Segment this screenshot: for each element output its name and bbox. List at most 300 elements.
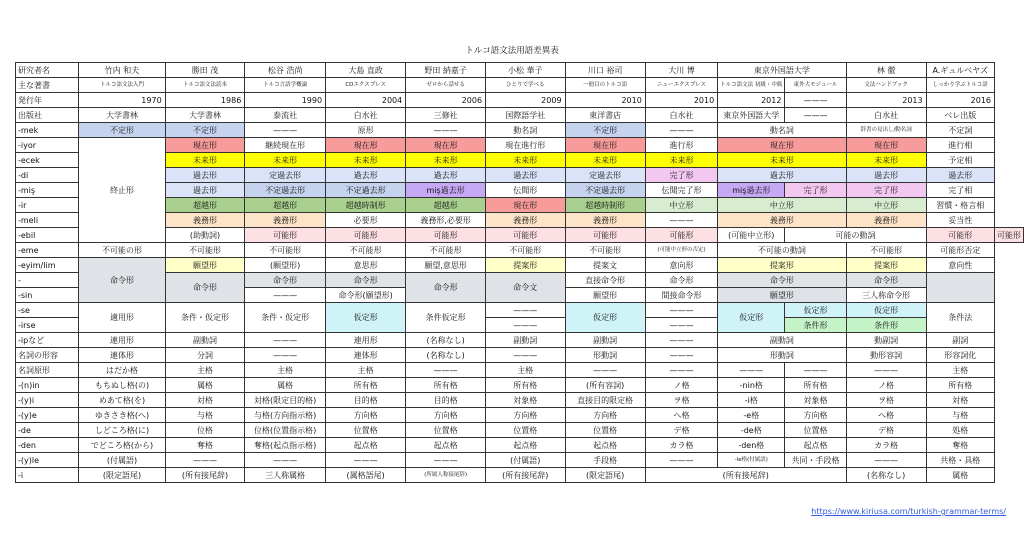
cell: ———	[846, 363, 926, 378]
cell: 義務形	[245, 213, 326, 228]
cell: 義務形	[718, 213, 847, 228]
cell: 文法ハンドブック	[846, 78, 926, 93]
cell: 命令形(願望形)	[326, 288, 406, 303]
cell: (助動詞)	[165, 228, 245, 243]
cell: 妥当性	[926, 213, 994, 228]
cell: 仮定形	[846, 303, 926, 318]
cell: 不可能形	[245, 243, 326, 258]
cell: 願望形	[565, 288, 645, 303]
cell: 三人称属格	[245, 468, 326, 483]
cell: 条件形	[846, 318, 926, 333]
cell: 手段格	[565, 453, 645, 468]
cell: miş過去形	[718, 183, 785, 198]
cell: ———	[645, 453, 717, 468]
cell: 対象格	[486, 393, 565, 408]
cell: (付属語)	[79, 453, 165, 468]
cell-shushi: 終止形	[79, 138, 165, 243]
cell: 不可能形	[846, 243, 926, 258]
cell: 方向格	[785, 408, 846, 423]
cell: ———	[486, 318, 565, 333]
cell: ゼロから話せる	[406, 78, 486, 93]
cell: 2016	[926, 93, 994, 108]
row-mek	[16, 123, 1024, 138]
cell: 義務形	[165, 213, 245, 228]
row-header: -miş	[16, 183, 79, 198]
cell: 仮定形	[718, 303, 785, 333]
cell: 松谷 浩尚	[245, 63, 326, 78]
cell: 願望,意思形	[406, 258, 486, 273]
cell: ヲ格	[645, 393, 717, 408]
row-publisher	[16, 108, 1024, 123]
cell: 野田 納嘉子	[406, 63, 486, 78]
cell: 義務形	[486, 213, 565, 228]
cell: 完了形	[645, 168, 717, 183]
cell: 目的格	[326, 393, 406, 408]
cell: 命令形	[406, 273, 486, 303]
cell: 起点格	[486, 438, 565, 453]
cell: 直接目的限定格	[565, 393, 645, 408]
row-book	[16, 78, 1024, 93]
cell: 辞書の見出し/動名詞	[846, 123, 926, 138]
cell: でどころ格(から)	[79, 438, 165, 453]
cell: 形容詞化	[926, 348, 994, 363]
cell: 位置格	[565, 423, 645, 438]
cell: しどころ格(に)	[79, 423, 165, 438]
cell: 勝田 茂	[165, 63, 245, 78]
cell: 適用形	[79, 303, 165, 333]
cell: 可能の動詞	[785, 228, 926, 243]
cell: CDエクスプレス	[326, 78, 406, 93]
cell: 白水社	[645, 108, 717, 123]
cell: 三修社	[406, 108, 486, 123]
row-header: -(y)i	[16, 393, 79, 408]
cell: 主格	[326, 363, 406, 378]
row-ye	[16, 408, 1024, 423]
row-meli	[16, 213, 1024, 228]
cell: 与格	[165, 408, 245, 423]
cell: 共同・手段格	[785, 453, 846, 468]
cell: ———	[326, 453, 406, 468]
cell: ———	[645, 348, 717, 363]
row-header: -ipなど	[16, 333, 79, 348]
cell: トルコ語文法読本	[165, 78, 245, 93]
cell: 条件形	[785, 318, 846, 333]
cell: 義務形,必要形	[406, 213, 486, 228]
cell: へ格	[846, 408, 926, 423]
cell: 提案形	[718, 258, 847, 273]
cell: 大島 直政	[326, 63, 406, 78]
cell: しっかり学ぶトルコ語	[926, 78, 994, 93]
cell: 位置格	[785, 423, 846, 438]
cell: 動名詞	[486, 123, 565, 138]
cell: 可能形	[245, 228, 326, 243]
cell: 不定詞	[926, 123, 994, 138]
cell: ———	[245, 333, 326, 348]
table-title: トルコ語文法用語差異表	[465, 46, 559, 56]
row-header: 主な著書	[16, 78, 79, 93]
cell: 未来形	[406, 153, 486, 168]
cell: 主格	[165, 363, 245, 378]
cell: 願望形	[718, 288, 847, 303]
cell: ———	[785, 93, 846, 108]
cell: 副動詞	[165, 333, 245, 348]
cell: カラ格	[846, 438, 926, 453]
cell: 2013	[846, 93, 926, 108]
row-year	[16, 93, 1024, 108]
cell: ———	[718, 363, 785, 378]
cell: 命令形	[718, 273, 847, 288]
cell: ひとりで学べる	[486, 78, 565, 93]
cell: ———	[645, 363, 717, 378]
cell: 直接命令形	[565, 273, 645, 288]
cell: 共格・具格	[926, 453, 994, 468]
row-researcher	[16, 63, 1024, 78]
cell: 可能形	[565, 228, 645, 243]
row-header: -(n)in	[16, 378, 79, 393]
cell: 分詞	[165, 348, 245, 363]
cell: 属格	[926, 468, 994, 483]
cell: 属格	[165, 378, 245, 393]
cell: ———	[645, 303, 717, 318]
cell: -e格	[718, 408, 785, 423]
cell: 定過去形	[245, 168, 326, 183]
cell: 動形容詞	[846, 348, 926, 363]
cell: (所有接尾辞)	[165, 468, 245, 483]
cell: 条件法	[926, 303, 994, 333]
cell: 小松 華子	[486, 63, 565, 78]
cell: 進行形	[645, 138, 717, 153]
cell: 奪格(起点指示格)	[245, 438, 326, 453]
cell: 2010	[645, 93, 717, 108]
cell: 未来形	[486, 153, 565, 168]
cell: 間接命令形	[645, 288, 717, 303]
cell: -nin格	[718, 378, 785, 393]
cell: ノ格	[846, 378, 926, 393]
cell: ———	[486, 303, 565, 318]
cell: 必要形	[326, 213, 406, 228]
row-header: 名詞の形容	[16, 348, 79, 363]
cell: 過去形	[486, 168, 565, 183]
cell: 方向格	[486, 408, 565, 423]
cell: 不可能の動詞	[718, 243, 847, 258]
row-eyim	[16, 258, 1024, 273]
cell: 竹内 和夫	[79, 63, 165, 78]
cell: 可能形	[406, 228, 486, 243]
cell: 川口 裕司	[565, 63, 645, 78]
cell: 過去形	[846, 168, 926, 183]
cell: 1970	[79, 93, 165, 108]
row-header: -eyim/lim	[16, 258, 79, 273]
cell: 1986	[165, 93, 245, 108]
cell: ———	[406, 453, 486, 468]
cell: 目的格	[406, 393, 486, 408]
cell: 所有格	[486, 378, 565, 393]
cell: トルコ言語学概論	[245, 78, 326, 93]
cell: 連用形	[79, 333, 165, 348]
cell: 提案文	[565, 258, 645, 273]
cell: 起点格	[326, 438, 406, 453]
cell: 所有格	[406, 378, 486, 393]
cell: 不可能形	[165, 243, 245, 258]
cell: ———	[785, 108, 846, 123]
cell: 完了形	[785, 183, 846, 198]
cell: (付属語)	[486, 453, 565, 468]
cell: 三人称命令形	[846, 288, 926, 303]
row-header: -se	[16, 303, 79, 318]
cell: (名称なし)	[846, 468, 926, 483]
cell: 所有格	[326, 378, 406, 393]
cell: 不定過去形	[565, 183, 645, 198]
row-header: -i	[16, 468, 79, 483]
cell: (可能中立形の否定)	[645, 243, 717, 258]
cell: ———	[245, 288, 326, 303]
cell	[926, 273, 994, 303]
row-header: -di	[16, 168, 79, 183]
cell: 副動詞	[486, 333, 565, 348]
cell: 未来形	[718, 153, 847, 168]
cell: 可能形	[926, 228, 994, 243]
cell: 連体形	[326, 348, 406, 363]
cell: 条件仮定形	[406, 303, 486, 333]
cell: (所有接尾辞)	[486, 468, 565, 483]
cell: ———	[406, 123, 486, 138]
cell: 過去形	[165, 168, 245, 183]
row-ebil	[16, 228, 1024, 243]
cell: 不定過去形	[245, 183, 326, 198]
cell: デ格	[645, 423, 717, 438]
row-header: -den	[16, 438, 79, 453]
cell: 奪格	[165, 438, 245, 453]
row-header: -(y)e	[16, 408, 79, 423]
cell: 位置格	[406, 423, 486, 438]
cell: 連体形	[79, 348, 165, 363]
cell: 不定形	[565, 123, 645, 138]
row-header: -sin	[16, 288, 79, 303]
cell: 一冊目のトルコ語	[565, 78, 645, 93]
cell: 起点格	[785, 438, 846, 453]
cell: 進行相	[926, 138, 994, 153]
row-ir	[16, 198, 1024, 213]
row-header: -(y)le	[16, 453, 79, 468]
cell: 不定形	[79, 123, 165, 138]
cell: 東外大モジュール	[785, 78, 846, 93]
cell: -i格	[718, 393, 785, 408]
cell: (名称なし)	[406, 348, 486, 363]
cell: 願望形	[165, 258, 245, 273]
cell: 過去形	[165, 183, 245, 198]
cell: もちぬし格(の)	[79, 378, 165, 393]
source-link[interactable]: https://www.kiriusa.com/turkish-grammar-terms/	[811, 507, 1006, 516]
cell: 可能形	[995, 228, 1024, 243]
cell: 現在形	[486, 198, 565, 213]
cell: ———	[645, 123, 717, 138]
cell: 2009	[486, 93, 565, 108]
cell: 命令形	[645, 273, 717, 288]
row-nin	[16, 378, 1024, 393]
cell: 予定相	[926, 153, 994, 168]
cell: 主格	[245, 363, 326, 378]
cell: 現在形	[846, 138, 926, 153]
cell: 不可能形	[326, 243, 406, 258]
cell: へ格	[645, 408, 717, 423]
cell: カラ格	[645, 438, 717, 453]
cell: 現在形	[718, 138, 847, 153]
cell: 対象格	[785, 393, 846, 408]
cell: 意向性	[926, 258, 994, 273]
cell: 命令文	[486, 273, 565, 303]
cell: 仮定形	[326, 303, 406, 333]
cell: -le格(付属語)	[718, 453, 785, 468]
row-header: 発行年	[16, 93, 79, 108]
cell: 過去形	[406, 168, 486, 183]
cell: 大学書林	[165, 108, 245, 123]
cell: 過去形	[718, 168, 847, 183]
cell: ヲ格	[846, 393, 926, 408]
cell: 命令形	[165, 273, 245, 303]
row-de	[16, 423, 1024, 438]
grammar-terms-table	[15, 62, 1024, 483]
cell: 位置格	[486, 423, 565, 438]
cell: ———	[565, 363, 645, 378]
cell: 対格	[165, 393, 245, 408]
cell: 命令形	[846, 273, 926, 288]
cell: 国際語学社	[486, 108, 565, 123]
cell: 完了形	[846, 183, 926, 198]
cell: ———	[486, 348, 565, 363]
cell: 現在形	[165, 138, 245, 153]
cell: 大学書林	[79, 108, 165, 123]
row-header: 研究者名	[16, 63, 79, 78]
cell: 所有格	[785, 378, 846, 393]
row-header: -irse	[16, 318, 79, 333]
cell: 起点格	[406, 438, 486, 453]
row-ecek	[16, 153, 1024, 168]
row-header: -	[16, 273, 79, 288]
cell: 東洋書店	[565, 108, 645, 123]
cell: 所有格	[926, 378, 994, 393]
cell: 林 徹	[846, 63, 926, 78]
cell: ———	[406, 363, 486, 378]
cell: 提案形	[846, 258, 926, 273]
cell: 与格(方向指示格)	[245, 408, 326, 423]
cell: 対格	[926, 393, 994, 408]
cell: 未来形	[846, 153, 926, 168]
row-header: -meli	[16, 213, 79, 228]
cell: 義務形	[846, 213, 926, 228]
cell: 不定形	[165, 123, 245, 138]
row-adjform	[16, 348, 1024, 363]
cell: (可能中立形)	[718, 228, 785, 243]
cell: 条件・仮定形	[165, 303, 245, 333]
cell-meirei: 命令形	[79, 258, 165, 303]
row-mis	[16, 183, 1024, 198]
cell: 位格	[165, 423, 245, 438]
cell: 2006	[406, 93, 486, 108]
cell: -den格	[718, 438, 785, 453]
row-header: -ebil	[16, 228, 79, 243]
cell: 現在形	[565, 138, 645, 153]
cell: 泰流社	[245, 108, 326, 123]
cell: ———	[785, 363, 846, 378]
row-di	[16, 168, 1024, 183]
cell: 過去形	[926, 168, 994, 183]
row-header: -eme	[16, 243, 79, 258]
cell: はだか格	[79, 363, 165, 378]
cell: 白水社	[846, 108, 926, 123]
cell: ノ格	[645, 378, 717, 393]
cell: 東京外国語大学	[718, 108, 785, 123]
cell: 過去形	[326, 168, 406, 183]
cell: ———	[245, 123, 326, 138]
cell: (所属人称接尾辞)	[406, 468, 486, 483]
row-se	[16, 303, 1024, 318]
cell: ———	[846, 453, 926, 468]
cell: 対格(限定目的格)	[245, 393, 326, 408]
cell: トルコ語文法 初級・中級	[718, 78, 785, 93]
row-yi	[16, 393, 1024, 408]
cell: ニューエクスプレス	[645, 78, 717, 93]
cell: ———	[245, 348, 326, 363]
cell: 主格	[486, 363, 565, 378]
cell: 超越時制形	[326, 198, 406, 213]
cell: 連用形	[326, 333, 406, 348]
cell: 意思形	[326, 258, 406, 273]
cell: 方向格	[326, 408, 406, 423]
row-iyor	[16, 138, 1024, 153]
row-dash	[16, 273, 1024, 288]
cell: (所有容詞)	[565, 378, 645, 393]
row-ip	[16, 333, 1024, 348]
cell: 命令形	[245, 273, 326, 288]
cell: 仮定形	[785, 303, 846, 318]
cell: -de格	[718, 423, 785, 438]
cell: 属格	[245, 378, 326, 393]
cell: 不定過去形	[326, 183, 406, 198]
cell: 意向形	[645, 258, 717, 273]
cell: 可能形	[326, 228, 406, 243]
cell: (限定語尾)	[79, 468, 165, 483]
cell: 定過去形	[565, 168, 645, 183]
cell: 副動詞	[565, 333, 645, 348]
cell: 位置格	[326, 423, 406, 438]
row-header: -ecek	[16, 153, 79, 168]
cell: (願望形)	[245, 258, 326, 273]
cell: 動名詞	[718, 123, 847, 138]
cell: (名称なし)	[406, 333, 486, 348]
cell: 伝聞完了形	[645, 183, 717, 198]
row-header: 出版社	[16, 108, 79, 123]
cell: 主格	[926, 363, 994, 378]
cell: 可能形	[645, 228, 717, 243]
cell: 不可能形	[406, 243, 486, 258]
row-header: -iyor	[16, 138, 79, 153]
cell: ベレ出版	[926, 108, 994, 123]
cell: 原形	[326, 123, 406, 138]
cell: A.ギュルベヤズ	[926, 63, 994, 78]
cell: 副動詞	[718, 333, 847, 348]
cell: 現在形	[326, 138, 406, 153]
cell: 現在形	[406, 138, 486, 153]
cell: 可能形	[486, 228, 565, 243]
cell: ———	[245, 453, 326, 468]
cell: 仮定形	[565, 303, 645, 333]
row-i	[16, 468, 1024, 483]
cell: ———	[645, 213, 717, 228]
cell: 白水社	[326, 108, 406, 123]
cell: ———	[165, 453, 245, 468]
cell: 継続現在形	[245, 138, 326, 153]
cell: 超越形	[165, 198, 245, 213]
